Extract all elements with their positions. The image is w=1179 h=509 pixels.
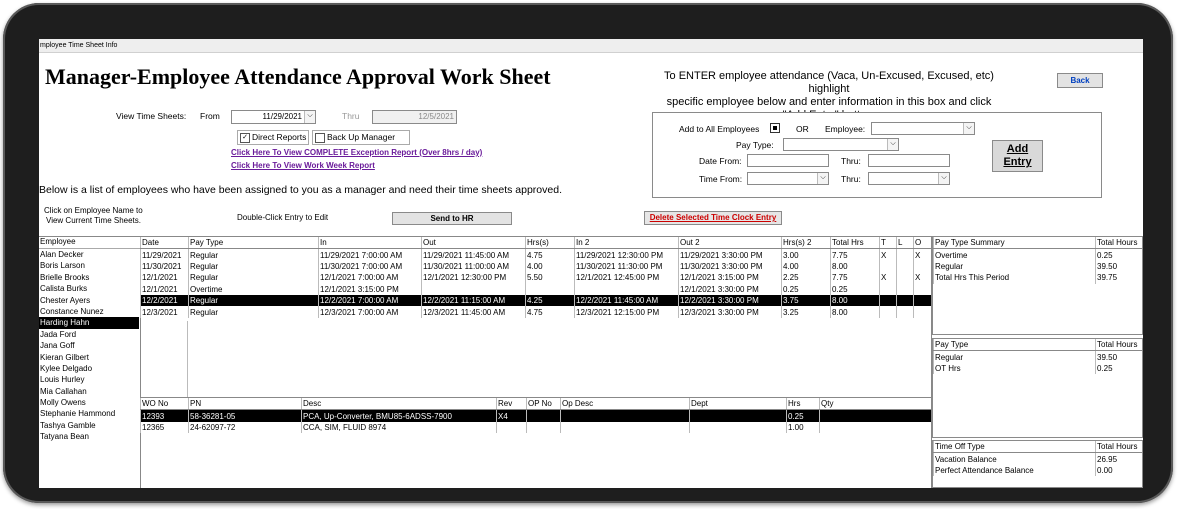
employee-list-caption: Below is a list of employees who have been assigned to you as a manager and need their time sheets approved.	[39, 184, 562, 196]
timesheet-cell: 12/1/2021 12:45:00 PM	[575, 272, 679, 283]
timesheet-cell: 12/2/2021 11:45:00 AM	[575, 295, 679, 306]
time-off-table	[933, 441, 1143, 476]
timesheet-cell: 11/30/2021 3:30:00 PM	[679, 261, 782, 272]
time-off-column-header[interactable]: Time Off Type	[934, 441, 1096, 453]
checkbox-fill-icon	[773, 126, 777, 130]
timesheet-cell: 12/1/2021 3:15:00 PM	[319, 284, 422, 295]
send-to-hr-button[interactable]: Send to HR	[392, 212, 512, 225]
app-screen	[39, 39, 1143, 488]
work-order-column-header[interactable]: Dept	[690, 398, 787, 410]
work-order-cell: 12365	[141, 422, 189, 433]
timesheet-cell: 11/30/2021 11:00:00 AM	[422, 261, 526, 272]
work-order-cell: PCA, Up-Converter, BMU85-6ADSS-7900	[302, 410, 497, 422]
add-all-label: Add to All Employees	[679, 124, 760, 134]
timesheet-cell: 12/2/2021 3:30:00 PM	[679, 295, 782, 306]
timesheet-cell	[526, 284, 575, 295]
timesheet-cell: X	[880, 249, 897, 261]
timesheet-cell: Overtime	[189, 284, 319, 295]
timesheet-cell: 12/1/2021 7:00:00 AM	[319, 272, 422, 283]
timesheet-grid	[140, 236, 932, 397]
timesheet-cell	[897, 284, 914, 295]
timesheet-row[interactable]	[141, 261, 932, 272]
date-thru-label: Thru:	[841, 156, 861, 166]
timesheet-column-header[interactable]: T	[880, 237, 897, 249]
summary-row	[934, 272, 1143, 283]
timesheet-cell: 11/30/2021 11:30:00 PM	[575, 261, 679, 272]
timesheet-cell: 12/2/2021	[141, 295, 189, 306]
back-button[interactable]: Back	[1057, 73, 1103, 88]
delete-entry-button[interactable]: Delete Selected Time Clock Entry	[644, 211, 782, 225]
pay-type-summary-table	[933, 237, 1143, 284]
timesheet-cell: 5.50	[526, 272, 575, 283]
timesheet-cell	[897, 249, 914, 261]
timesheet-cell: Regular	[189, 295, 319, 306]
pay-type-summary-cell: 0.25	[1096, 249, 1143, 261]
timesheet-cell: 11/30/2021	[141, 261, 189, 272]
time-off-cell: 26.95	[1096, 453, 1143, 465]
work-order-column-header[interactable]: Rev	[497, 398, 527, 410]
time-off-cell: 0.00	[1096, 465, 1143, 476]
work-order-cell: CCA, SIM, FLUID 8974	[302, 422, 497, 433]
work-order-cell: 58-36281-05	[189, 410, 302, 422]
work-order-cell	[820, 410, 932, 422]
employee-list-item[interactable]: Boris Larson	[40, 261, 85, 271]
timesheet-column-header[interactable]: Hrs(s)	[526, 237, 575, 249]
employee-label: Employee:	[825, 124, 866, 134]
backup-manager-checkbox[interactable]	[312, 130, 410, 145]
timesheet-cell	[575, 284, 679, 295]
timesheet-cell: 12/1/2021	[141, 284, 189, 295]
timesheet-table	[140, 237, 932, 318]
pay-type-column-header[interactable]: Pay Type	[934, 339, 1096, 351]
time-off-column-header[interactable]: Total Hours	[1096, 441, 1143, 453]
click-employee-hint	[44, 206, 143, 226]
window-title-bar: mployee Time Sheet Info	[39, 39, 1143, 53]
work-order-column-header[interactable]: Qty	[820, 398, 932, 410]
time-off-cell: Vacation Balance	[934, 453, 1096, 465]
click-employee-hint-line-1: Click on Employee Name to	[44, 206, 143, 215]
work-order-cell	[690, 422, 787, 433]
timesheet-cell: 11/29/2021 12:30:00 PM	[575, 249, 679, 261]
pay-type-summary-column-header[interactable]: Pay Type Summary	[934, 237, 1096, 249]
timesheet-cell: 12/1/2021 3:30:00 PM	[679, 284, 782, 295]
add-entry-button[interactable]: Add Entry	[992, 140, 1043, 172]
timesheet-row[interactable]	[141, 306, 932, 317]
employee-list	[39, 236, 141, 488]
thru-date-field[interactable]	[372, 110, 457, 124]
timesheet-row[interactable]	[141, 272, 932, 283]
timesheet-cell	[914, 284, 932, 295]
timesheet-cell	[897, 272, 914, 283]
time-off-row	[934, 465, 1143, 476]
timesheet-cell	[897, 295, 914, 306]
timesheet-cell: 4.00	[782, 261, 831, 272]
pay-type-summary-cell: Regular	[934, 261, 1096, 272]
work-order-cell: 1.00	[787, 422, 820, 433]
employee-list-item[interactable]: Chester Ayers	[40, 295, 91, 305]
timesheet-cell: 3.00	[782, 249, 831, 261]
timesheet-cell	[914, 306, 932, 317]
work-order-cell	[820, 422, 932, 433]
work-order-row[interactable]	[141, 410, 932, 422]
work-order-cell	[690, 410, 787, 422]
chevron-down-icon[interactable]: ⌵	[304, 111, 315, 123]
timesheet-cell: Regular	[189, 249, 319, 261]
work-order-cell: 12393	[141, 410, 189, 422]
work-order-cell	[497, 422, 527, 433]
view-timesheets-label: View Time Sheets:	[116, 111, 187, 121]
timesheet-cell: 4.75	[526, 306, 575, 317]
timesheet-cell: 11/29/2021 3:30:00 PM	[679, 249, 782, 261]
work-order-cell	[561, 422, 690, 433]
from-label: From	[200, 111, 220, 121]
pay-type-table	[933, 339, 1143, 374]
timesheet-cell: X	[914, 272, 932, 283]
backup-manager-label: Back Up Manager	[327, 132, 396, 142]
work-order-cell	[527, 410, 561, 422]
employee-list-item[interactable]: Constance Nunez	[40, 306, 104, 316]
timesheet-column-header[interactable]: In	[319, 237, 422, 249]
direct-reports-label: Direct Reports	[252, 132, 307, 142]
employee-list-item[interactable]: Molly Owens	[40, 398, 86, 408]
chevron-down-icon[interactable]: ⌵	[938, 173, 949, 184]
timesheet-cell: 12/3/2021 12:15:00 PM	[575, 306, 679, 317]
pay-type-column-header[interactable]: Total Hours	[1096, 339, 1143, 351]
timesheet-cell: 0.25	[831, 284, 880, 295]
pay-type-summary-cell: 39.50	[1096, 261, 1143, 272]
timesheet-cell: 2.25	[782, 272, 831, 283]
timesheet-cell: 4.00	[526, 261, 575, 272]
exception-report-link[interactable]: Click Here To View COMPLETE Exception Report (Over 8hrs / day)	[231, 148, 483, 157]
pay-type-cell: Regular	[934, 351, 1096, 363]
timesheet-cell: 3.25	[782, 306, 831, 317]
work-order-column-header[interactable]: PN	[189, 398, 302, 410]
pay-type-row	[934, 351, 1143, 363]
timesheet-cell: 12/2/2021 7:00:00 AM	[319, 295, 422, 306]
employee-list-item[interactable]: Kylee Delgado	[40, 363, 93, 373]
timesheet-cell	[422, 284, 526, 295]
pay-type-label: Pay Type:	[736, 140, 774, 150]
employee-list-item[interactable]: Jana Goff	[40, 341, 75, 351]
from-date-value: 11/29/2021	[262, 112, 302, 121]
double-click-hint: Double-Click Entry to Edit	[237, 213, 329, 222]
timesheet-cell: 12/3/2021 3:30:00 PM	[679, 306, 782, 317]
timesheet-cell: Regular	[189, 272, 319, 283]
timesheet-cell: 7.75	[831, 272, 880, 283]
work-order-row[interactable]	[141, 422, 932, 433]
employee-select[interactable]	[871, 122, 975, 135]
timesheet-column-header[interactable]: Out	[422, 237, 526, 249]
direct-reports-checkbox[interactable]	[237, 130, 309, 145]
pay-type-panel	[932, 338, 1143, 438]
timesheet-cell: 8.00	[831, 306, 880, 317]
pay-type-summary-cell: Total Hrs This Period	[934, 272, 1096, 283]
timesheet-cell	[880, 284, 897, 295]
click-employee-hint-line-2: View Current Time Sheets.	[46, 216, 142, 225]
pay-type-summary-cell: 39.75	[1096, 272, 1143, 283]
date-thru-input[interactable]	[868, 154, 950, 167]
add-all-checkbox[interactable]	[770, 123, 780, 133]
work-order-cell: X4	[497, 410, 527, 422]
employee-list-item[interactable]: Jada Ford	[40, 329, 77, 339]
timesheet-cell	[897, 261, 914, 272]
timesheet-cell: 12/1/2021 12:30:00 PM	[422, 272, 526, 283]
or-label: OR	[796, 124, 809, 134]
pay-type-row	[934, 363, 1143, 374]
time-from-select[interactable]	[747, 172, 829, 185]
page-title: Manager-Employee Attendance Approval Work Sheet	[45, 64, 551, 89]
timesheet-cell: 12/3/2021 7:00:00 AM	[319, 306, 422, 317]
employee-list-item[interactable]: Brielle Brooks	[40, 272, 90, 282]
employee-list-item[interactable]: Tashya Gamble	[40, 420, 96, 430]
employee-list-header: Employee	[39, 237, 140, 249]
timesheet-cell: 11/29/2021	[141, 249, 189, 261]
entry-form-box	[652, 112, 1102, 198]
thru-date-value: 12/5/2021	[418, 112, 454, 121]
timesheet-column-header[interactable]: In 2	[575, 237, 679, 249]
timesheet-cell: Regular	[189, 261, 319, 272]
timesheet-column-header[interactable]: O	[914, 237, 932, 249]
timesheet-cell: Regular	[189, 306, 319, 317]
timesheet-cell: 7.75	[831, 249, 880, 261]
summary-row	[934, 261, 1143, 272]
timesheet-cell: 8.00	[831, 295, 880, 306]
date-from-label: Date From:	[699, 156, 742, 166]
employee-list-item[interactable]: Alan Decker	[40, 250, 84, 259]
timesheet-column-header[interactable]: L	[897, 237, 914, 249]
work-order-column-header[interactable]: Op Desc	[561, 398, 690, 410]
pay-type-summary-column-header[interactable]: Total Hours	[1096, 237, 1143, 249]
time-off-panel	[932, 440, 1143, 488]
pay-type-summary-cell: Overtime	[934, 249, 1096, 261]
from-date-picker[interactable]	[231, 110, 316, 124]
work-order-table	[140, 398, 932, 433]
timesheet-cell	[880, 306, 897, 317]
pay-type-select[interactable]	[783, 138, 899, 151]
pay-type-cell: 0.25	[1096, 363, 1143, 374]
date-from-input[interactable]	[747, 154, 829, 167]
thru-label: Thru	[342, 111, 360, 121]
timesheet-cell: 12/1/2021 3:15:00 PM	[679, 272, 782, 283]
employee-list-item[interactable]: Tatyana Bean	[40, 432, 89, 442]
timesheet-cell: 0.25	[782, 284, 831, 295]
timesheet-row[interactable]	[141, 249, 932, 261]
employee-items	[39, 249, 139, 443]
timesheet-cell	[914, 295, 932, 306]
time-from-label: Time From:	[699, 174, 743, 184]
employee-list-item[interactable]: Louis Hurley	[40, 375, 85, 385]
timesheet-cell	[897, 306, 914, 317]
pay-type-cell: 39.50	[1096, 351, 1143, 363]
employee-list-item[interactable]: Mia Callahan	[40, 386, 87, 396]
timesheet-cell: 12/3/2021 11:45:00 AM	[422, 306, 526, 317]
timesheet-column-header[interactable]: Date	[141, 237, 189, 249]
pay-type-summary-panel	[932, 236, 1143, 335]
checkbox-icon	[315, 133, 325, 143]
timesheet-row[interactable]	[141, 284, 932, 295]
grid-line	[187, 321, 188, 397]
chevron-down-icon[interactable]: ⌵	[887, 139, 898, 150]
work-order-column-header[interactable]: WO No	[141, 398, 189, 410]
timesheet-cell: 4.75	[526, 249, 575, 261]
timesheet-cell: X	[880, 272, 897, 283]
timesheet-cell	[880, 295, 897, 306]
timesheet-column-header[interactable]: Out 2	[679, 237, 782, 249]
chevron-down-icon[interactable]: ⌵	[817, 173, 828, 184]
work-order-column-header[interactable]: Hrs	[787, 398, 820, 410]
work-order-grid	[140, 397, 932, 488]
employee-list-item[interactable]: Harding Hahn	[39, 317, 139, 328]
check-icon: ✓	[240, 133, 250, 143]
time-off-cell: Perfect Attendance Balance	[934, 465, 1096, 476]
tablet-frame	[3, 3, 1173, 503]
timesheet-cell	[880, 261, 897, 272]
timesheet-column-header[interactable]: Total Hrs	[831, 237, 880, 249]
work-order-cell	[527, 422, 561, 433]
time-thru-label: Thru:	[841, 174, 861, 184]
work-order-cell	[561, 410, 690, 422]
time-off-row	[934, 453, 1143, 465]
time-thru-select[interactable]	[868, 172, 950, 185]
instruction-line-2: specific employee below and enter information in this box and click	[666, 96, 992, 108]
timesheet-cell: 12/1/2021	[141, 272, 189, 283]
employee-list-item[interactable]: Kieran Gilbert	[40, 352, 89, 362]
pay-type-cell: OT Hrs	[934, 363, 1096, 374]
work-order-cell: 24-62097-72	[189, 422, 302, 433]
timesheet-cell: 8.00	[831, 261, 880, 272]
timesheet-cell: 3.75	[782, 295, 831, 306]
timesheet-cell: 12/2/2021 11:15:00 AM	[422, 295, 526, 306]
timesheet-cell: 12/3/2021	[141, 306, 189, 317]
employee-list-item[interactable]: Stephanie Hammond	[40, 409, 116, 419]
timesheet-cell: 11/29/2021 7:00:00 AM	[319, 249, 422, 261]
work-order-column-header[interactable]: OP No	[527, 398, 561, 410]
chevron-down-icon[interactable]: ⌵	[963, 123, 974, 134]
summary-row	[934, 249, 1143, 261]
work-week-report-link[interactable]: Click Here To View Work Week Report	[231, 161, 375, 170]
work-order-column-header[interactable]: Desc	[302, 398, 497, 410]
timesheet-row[interactable]	[141, 295, 932, 306]
timesheet-cell: 4.25	[526, 295, 575, 306]
timesheet-cell: 11/29/2021 11:45:00 AM	[422, 249, 526, 261]
timesheet-column-header[interactable]: Hrs(s) 2	[782, 237, 831, 249]
employee-list-item[interactable]: Calista Burks	[40, 284, 88, 294]
timesheet-cell	[914, 261, 932, 272]
timesheet-column-header[interactable]: Pay Type	[189, 237, 319, 249]
timesheet-cell: X	[914, 249, 932, 261]
timesheet-cell: 11/30/2021 7:00:00 AM	[319, 261, 422, 272]
instruction-line-1: To ENTER employee attendance (Vaca, Un-Excused, Excused, etc) highlight	[664, 70, 994, 95]
work-order-cell: 0.25	[787, 410, 820, 422]
